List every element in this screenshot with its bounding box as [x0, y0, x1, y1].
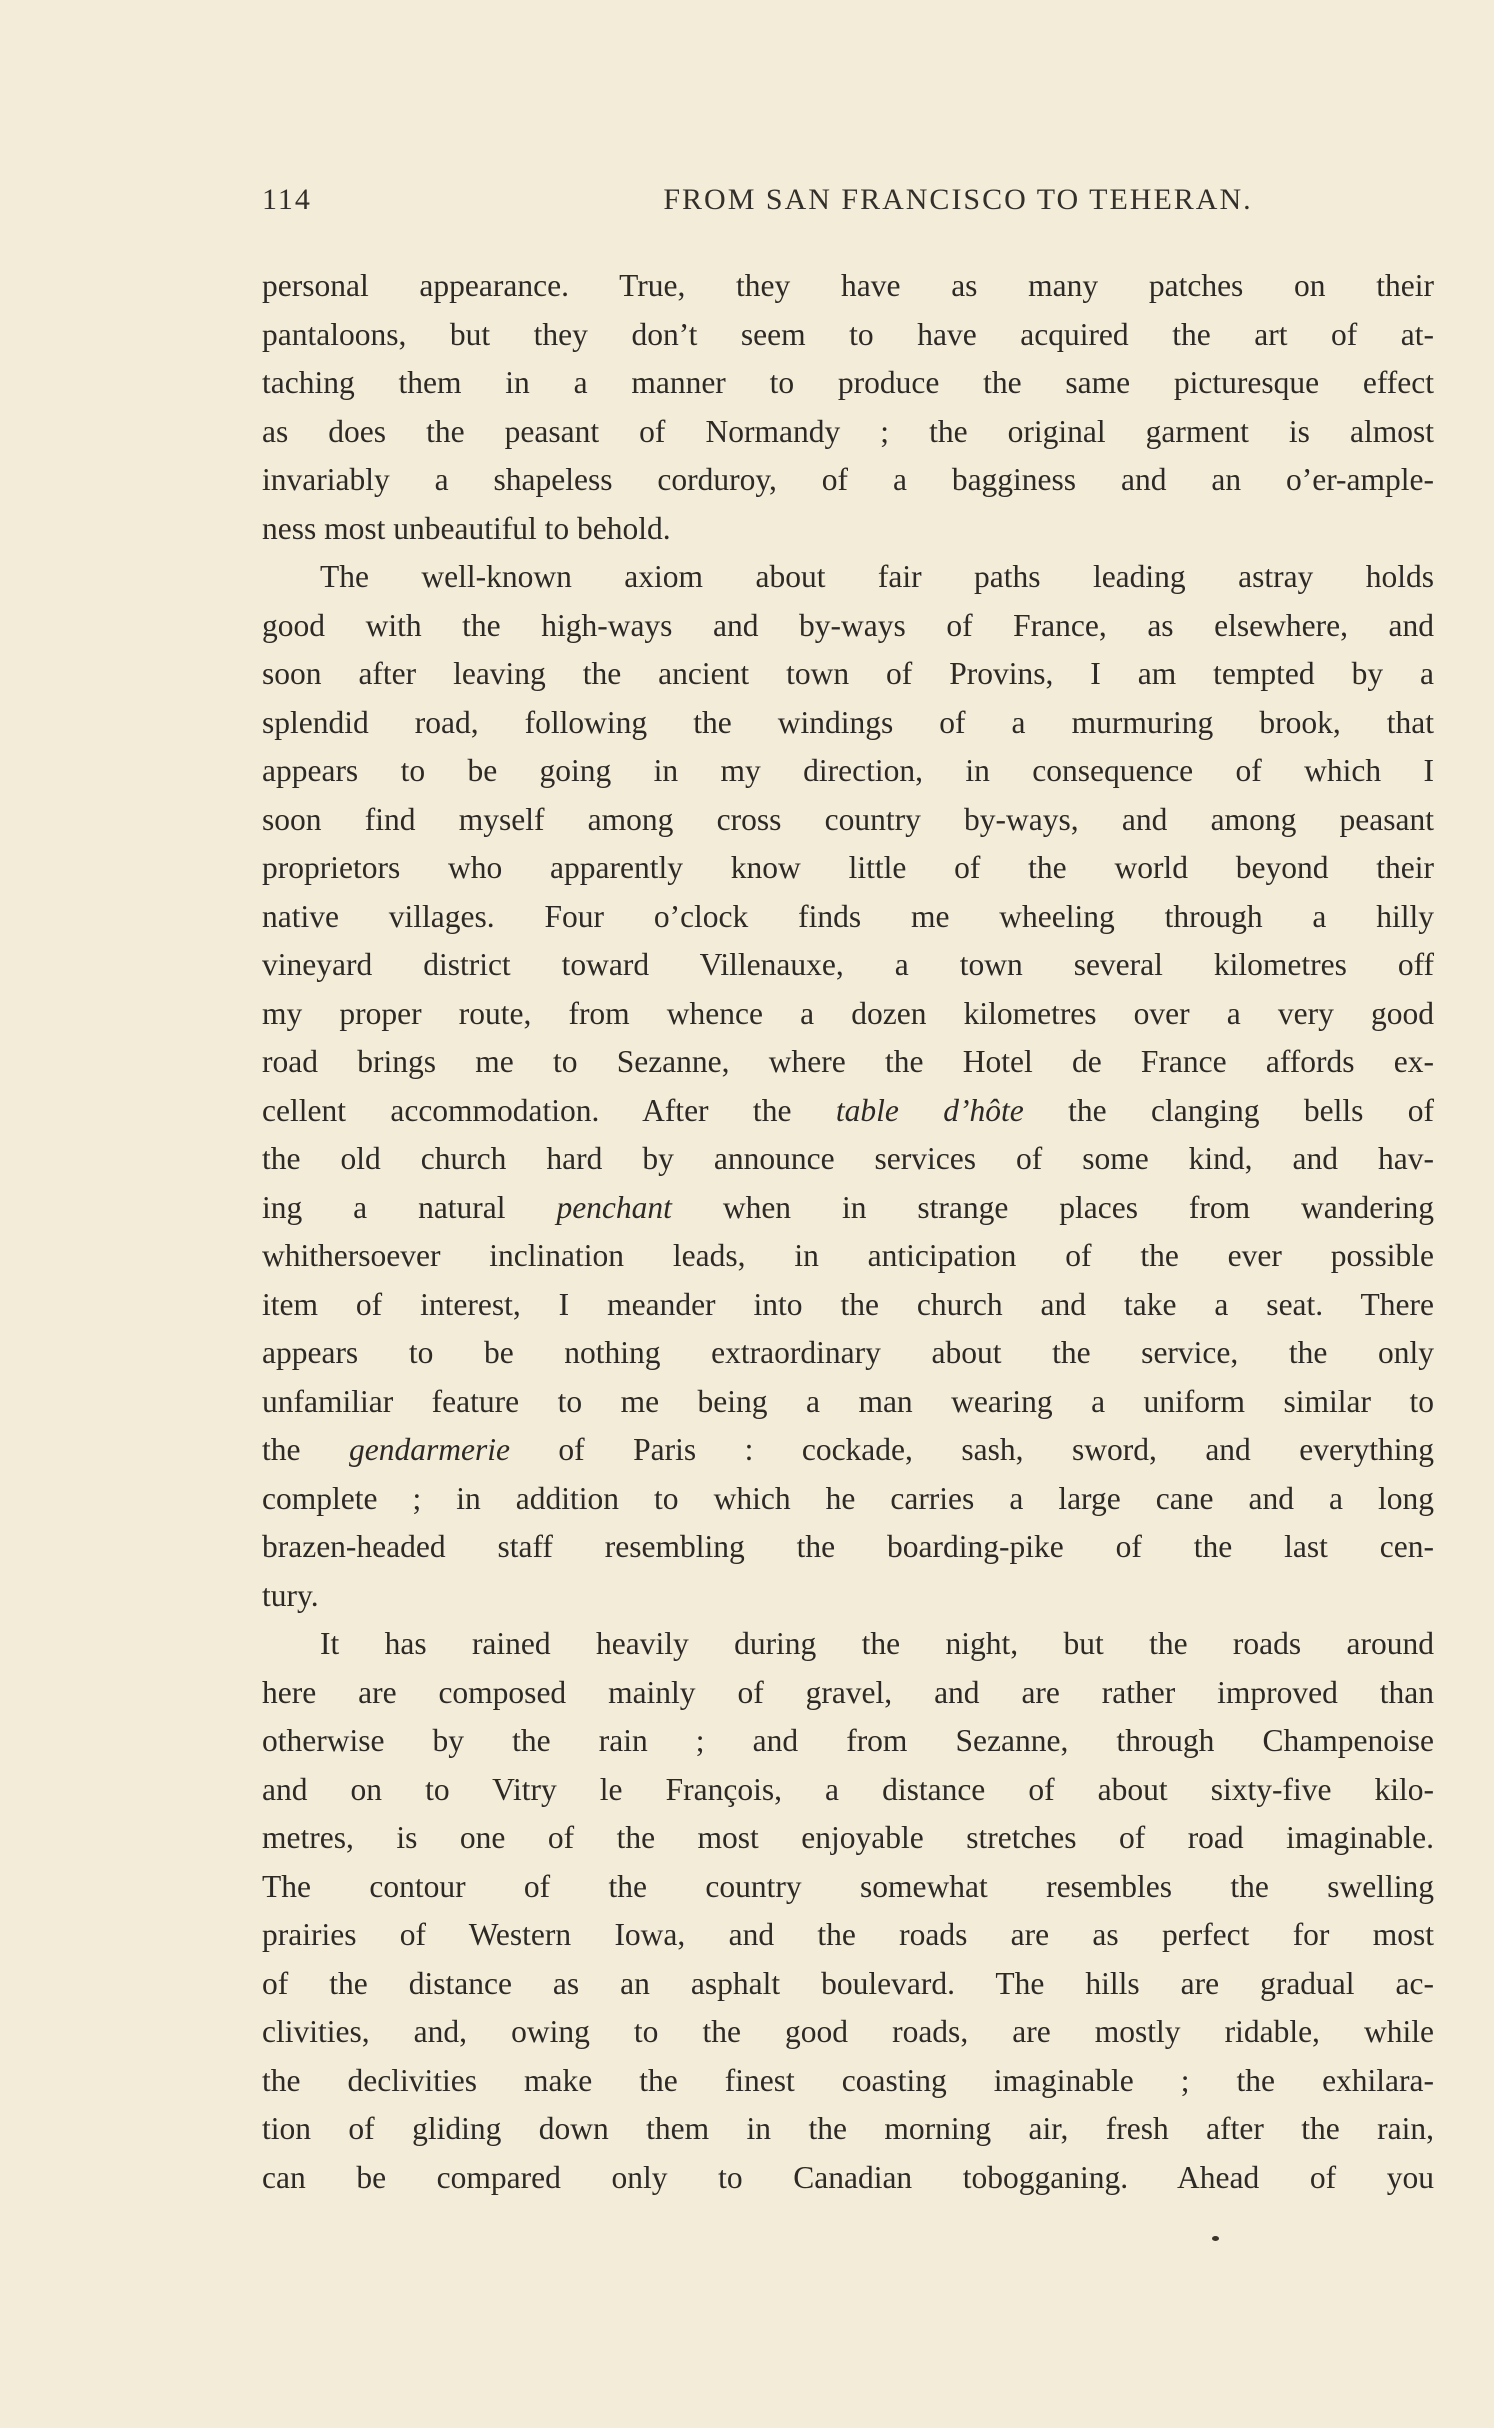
- text-line: good with the high-ways and by-ways of France, as elsewhere, and: [262, 607, 1434, 643]
- text-line: [262, 1426, 1434, 1475]
- italic-phrase: penchant: [556, 1189, 672, 1225]
- text-line: unfamiliar feature to me being a man wearing a uniform similar to: [262, 1383, 1434, 1419]
- italic-phrase: table d’hôte: [835, 1092, 1024, 1128]
- text-line: can be compared only to Canadian tobogganing. Ahead of you: [262, 2159, 1434, 2195]
- text-segment: when in strange places from wandering: [671, 1189, 1434, 1225]
- text-line: of the distance as an asphalt boulevard. The hills are gradual ac-: [262, 1965, 1434, 2001]
- text-line: whithersoever inclination leads, in anticipation of the ever possible: [262, 1238, 1434, 1273]
- text-line: here are composed mainly of gravel, and are rather improved than: [262, 1674, 1434, 1710]
- text-line: It has rained heavily during the night, but the roads around: [320, 1626, 1434, 1661]
- text-line: personal appearance. True, they have as many patches on their: [262, 268, 1434, 303]
- text-line: appears to be nothing extraordinary about the service, the only: [262, 1335, 1434, 1370]
- text-line: item of interest, I meander into the church and take a seat. There: [262, 1286, 1434, 1322]
- text-line: The contour of the country somewhat resembles the swelling: [262, 1868, 1434, 1904]
- running-title: FROM SAN FRANCISCO TO TEHERAN.: [663, 183, 1253, 216]
- text-line: as does the peasant of Normandy ; the original garment is almost: [262, 413, 1434, 449]
- text-line: complete ; in addition to which he carries a large cane and a long: [262, 1480, 1434, 1516]
- text-line: native villages. Four o’clock finds me wheeling through a hilly: [262, 898, 1434, 934]
- text-line: brazen-headed staff resembling the boarding-pike of the last cen-: [262, 1529, 1434, 1564]
- text-line: tury.: [262, 1577, 319, 1613]
- text-line: invariably a shapeless corduroy, of a bagginess and an o’er-ample-: [262, 462, 1434, 497]
- text-line: soon after leaving the ancient town of Provins, I am tempted by a: [262, 656, 1434, 691]
- text-segment: cellent accommodation. After the: [262, 1092, 836, 1128]
- ink-speck: [1212, 2236, 1219, 2241]
- text-line: my proper route, from whence a dozen kilometres over a very good: [262, 995, 1434, 1031]
- text-line: pantaloons, but they don’t seem to have acquired the art of at-: [262, 316, 1434, 352]
- text-segment: the clanging bells of: [1023, 1092, 1434, 1128]
- italic-phrase: gendarmerie: [348, 1432, 510, 1467]
- running-head: [262, 183, 1434, 223]
- text-line: the declivities make the finest coasting imaginable ; the exhilara-: [262, 2062, 1434, 2098]
- text-line: splendid road, following the windings of a murmuring brook, that: [262, 704, 1434, 740]
- text-line: proprietors who apparently know little of the world beyond their: [262, 850, 1434, 885]
- text-line: vineyard district toward Villenauxe, a town several kilometres off: [262, 947, 1434, 982]
- text-line: road brings me to Sezanne, where the Hotel de France affords ex-: [262, 1044, 1434, 1079]
- text-line: appears to be going in my direction, in consequence of which I: [262, 753, 1434, 788]
- text-segment: the: [262, 1432, 349, 1467]
- page-number: 114: [262, 183, 312, 216]
- text-line: prairies of Western Iowa, and the roads are as perfect for most: [262, 1917, 1434, 1952]
- text-line: [262, 1087, 1434, 1136]
- text-line: the old church hard by announce services of some kind, and hav-: [262, 1141, 1434, 1176]
- text-segment: ing a natural: [262, 1189, 557, 1225]
- text-line: and on to Vitry le François, a distance of about sixty-five kilo-: [262, 1771, 1434, 1807]
- text-line: The well-known axiom about fair paths leading astray holds: [320, 559, 1434, 594]
- text-line: ness most unbeautiful to behold.: [262, 510, 671, 546]
- text-line: soon find myself among cross country by-ways, and among peasant: [262, 801, 1434, 837]
- text-segment: of Paris : cockade, sash, sword, and everything: [509, 1432, 1434, 1467]
- text-line: clivities, and, owing to the good roads, are mostly ridable, while: [262, 2014, 1434, 2049]
- text-line: taching them in a manner to produce the same picturesque effect: [262, 365, 1434, 400]
- text-line: metres, is one of the most enjoyable stretches of road imaginable.: [262, 1820, 1434, 1855]
- text-line: otherwise by the rain ; and from Sezanne, through Champenoise: [262, 1723, 1434, 1758]
- body-text: [262, 262, 1434, 2202]
- text-line: [262, 1184, 1434, 1233]
- text-line: tion of gliding down them in the morning air, fresh after the rain,: [262, 2111, 1434, 2146]
